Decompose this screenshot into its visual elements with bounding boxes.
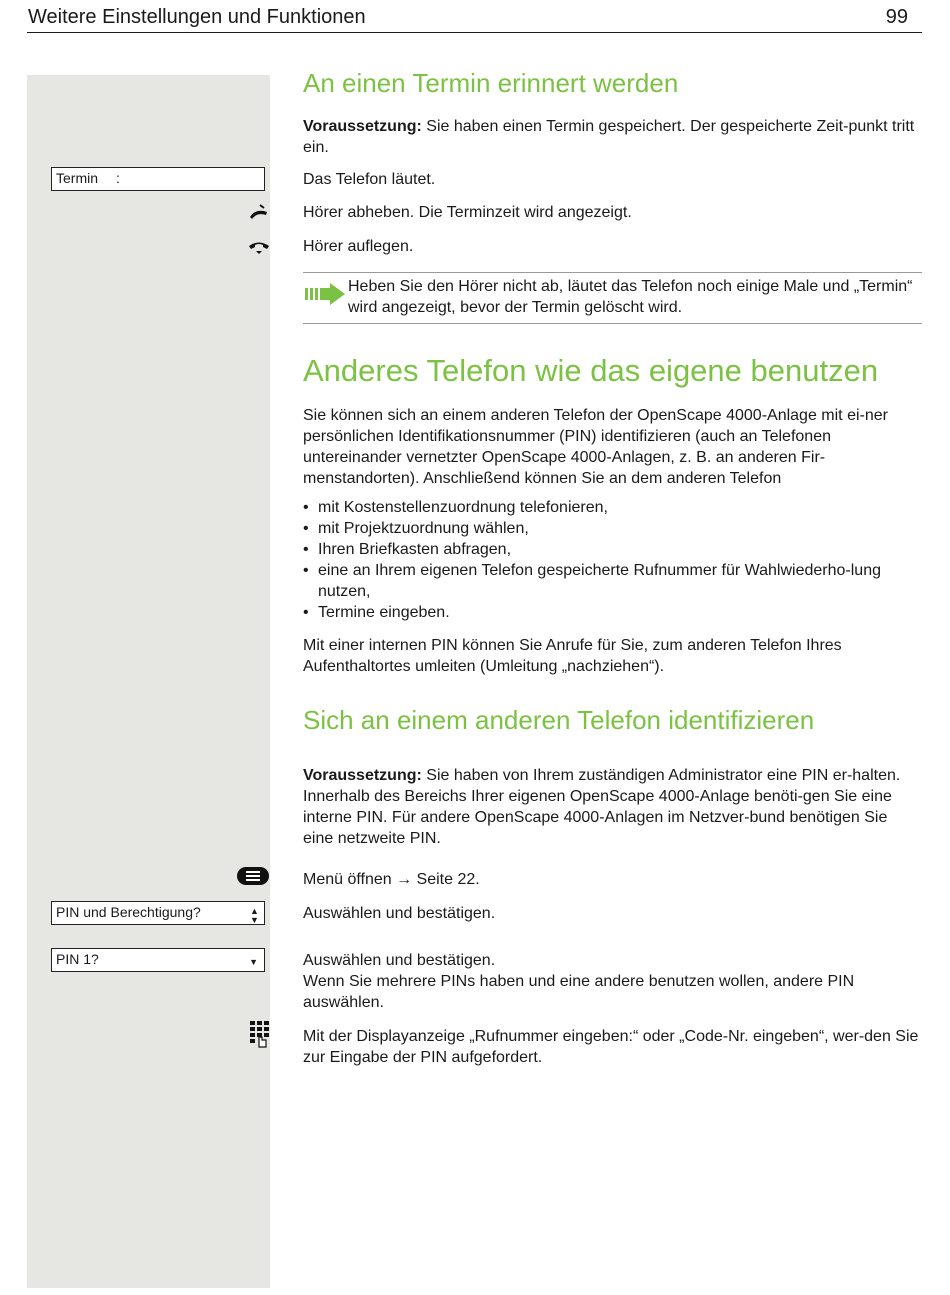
termin-display-label: Termin	[56, 170, 99, 186]
menu-key-icon	[236, 866, 270, 891]
list-item: • Termine eingeben.	[303, 602, 922, 623]
note-arrow-icon	[305, 283, 345, 310]
list-item: • mit Kostenstellenzuordnung telefonieren,	[303, 497, 922, 518]
list-item: • Ihren Briefkasten abfragen,	[303, 539, 922, 560]
section-heading-termin: An einen Termin erinnert werden	[303, 68, 679, 98]
note-text: Heben Sie den Hörer nicht ab, läutet das Telefon noch einige Male und „Termin“ wird angezeigt, bevor der Termin gelöscht wird.	[348, 278, 913, 316]
note-box	[303, 272, 922, 324]
running-header: Weitere Einstellungen und Funktionen	[28, 6, 366, 28]
keypad-icon	[250, 1021, 270, 1054]
step-open-menu: Menü öffnen → Seite 22.	[303, 871, 480, 888]
feature-list	[303, 497, 922, 623]
handset-lift-icon	[248, 203, 270, 226]
pin1-display	[51, 948, 265, 972]
pin1-label: PIN 1?	[56, 951, 99, 967]
sidebar-panel	[27, 75, 270, 1288]
step-select-confirm-2: Auswählen und bestätigen.	[303, 952, 496, 969]
termin-display-sep: :	[116, 170, 120, 186]
step-phone-rings: Das Telefon läutet.	[303, 171, 436, 188]
page-number: 99	[885, 6, 908, 28]
header-rule	[27, 32, 922, 33]
step-hang-up: Hörer auflegen.	[303, 238, 414, 255]
prereq-label: Voraussetzung:	[303, 767, 422, 784]
step-select-confirm-1: Auswählen und bestätigen.	[303, 905, 496, 922]
section-heading-identifizieren: Sich an einem anderen Telefon identifizieren	[303, 705, 815, 735]
list-item: • eine an Ihrem eigenen Telefon gespeicherte Rufnummer für Wahlwiederho-lung nutzen,	[303, 560, 922, 602]
step-select-pin-detail: Wenn Sie mehrere PINs haben und eine andere benutzen wollen, andere PIN auswählen.	[303, 973, 855, 1011]
handset-hangup-icon	[248, 240, 270, 261]
intro-paragraph: Sie können sich an einem anderen Telefon der OpenScape 4000-Anlage mit ei-ner persönlichen Identifikationsnummer (PIN) identifizieren (auch an Telefonen untereinander vernetzter OpenScape 4000-Anlagen, z. B. an anderen Fir-menstandorten). Anschließend können Sie an dem anderen Telefon	[303, 407, 888, 487]
prerequisite-paragraph-2	[303, 765, 922, 849]
updown-arrow-icon: ▲ ▼	[250, 906, 259, 925]
pin-berechtigung-display	[51, 901, 265, 925]
termin-display	[51, 167, 265, 191]
prereq-text: Sie haben von Ihrem zuständigen Administrator eine PIN er-halten. Innerhalb des Bereichs Ihrer eigenen OpenScape 4000-Anlage benöti-gen Sie eine interne PIN. Für andere OpenScape 4000-Anlagen im Netzver-bund benötigen Sie eine netzweite PIN.	[303, 767, 901, 847]
list-item: • mit Projektzuordnung wählen,	[303, 518, 922, 539]
step-lift-handset: Hörer abheben. Die Terminzeit wird angezeigt.	[303, 204, 632, 221]
section-heading-anderes-telefon: Anderes Telefon wie das eigene benutzen	[303, 353, 879, 388]
prereq-label: Voraussetzung:	[303, 118, 422, 135]
prereq-text: Sie haben einen Termin gespeichert. Der gespeicherte Zeit-punkt tritt ein.	[303, 118, 915, 156]
outro-paragraph: Mit einer internen PIN können Sie Anrufe für Sie, zum anderen Telefon Ihres Aufenthaltortes umleiten (Umleitung „nachziehen“).	[303, 637, 842, 675]
pin-berechtigung-label: PIN und Berechtigung?	[56, 904, 201, 920]
down-arrow-icon: ▼	[249, 957, 258, 967]
prerequisite-paragraph-1	[303, 116, 922, 158]
step-enter-pin: Mit der Displayanzeige „Rufnummer eingeben:“ oder „Code-Nr. eingeben“, wer-den Sie zur Eingabe der PIN aufgefordert.	[303, 1028, 919, 1066]
